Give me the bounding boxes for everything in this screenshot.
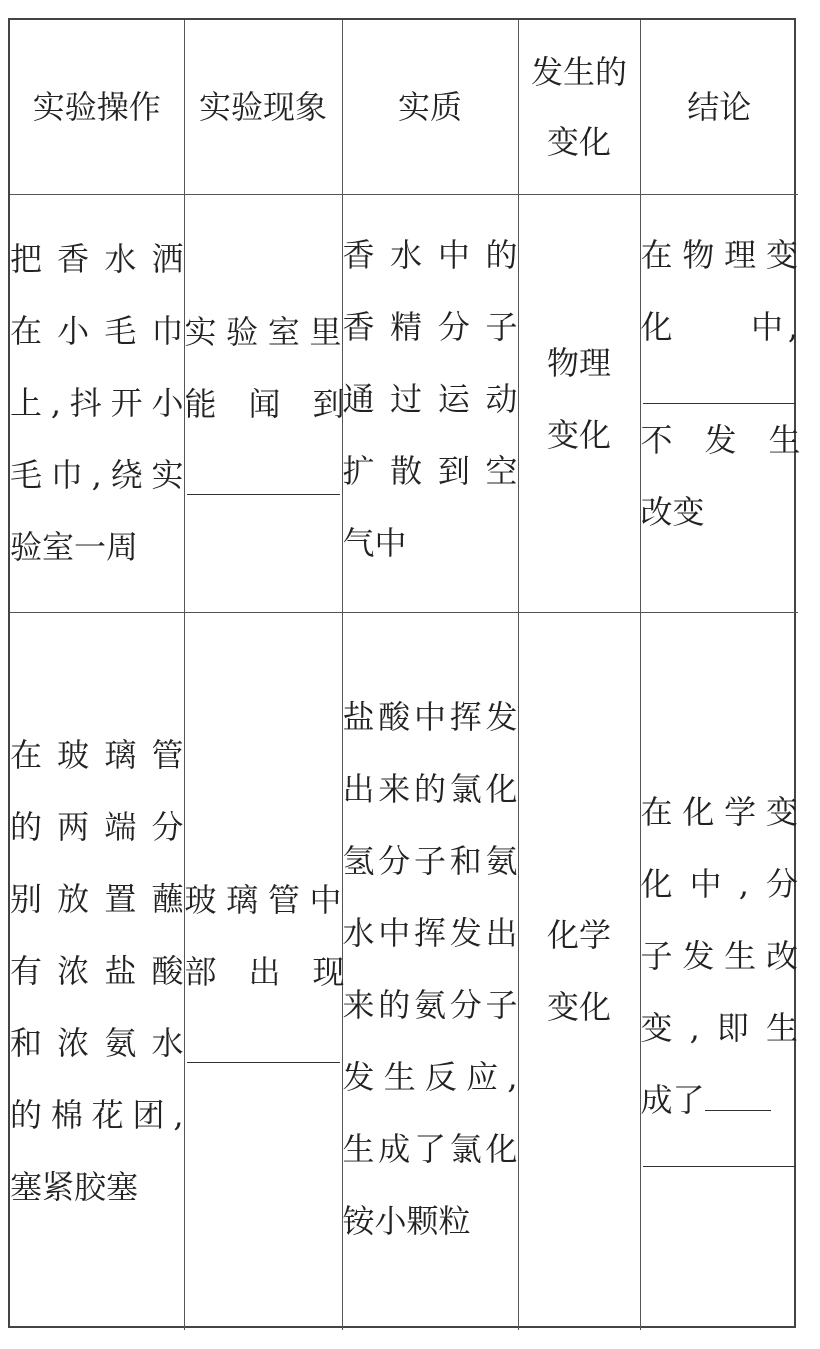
header-essence — [342, 20, 518, 194]
cell-text-line: 通过运动 — [342, 379, 518, 418]
row1-essence — [342, 194, 518, 612]
row1-change — [518, 194, 640, 612]
cell-text-line: 物理 — [546, 343, 611, 382]
answer-blank[interactable] — [643, 363, 797, 404]
cell-text-line: 水中挥发出 — [342, 913, 518, 952]
cell-text-line: 把香水洒 — [10, 240, 184, 278]
cell-text-line: 玻璃管中 — [184, 880, 342, 919]
header-row — [10, 20, 798, 194]
answer-blank[interactable] — [705, 1080, 771, 1111]
cell-text-line: 改变 — [640, 492, 705, 531]
cell-text-line: 盐酸中挥发 — [342, 697, 518, 736]
cell-text-line: 验室一周 — [10, 528, 139, 566]
cell-text-line: 香水中的 — [342, 235, 518, 274]
cell-text-line: 的两端分 — [10, 808, 184, 847]
answer-blank[interactable] — [187, 1008, 340, 1063]
cell-text-line: 能 闻 到 — [184, 384, 345, 423]
experiment-table-grid — [10, 20, 801, 1330]
row2-change — [518, 612, 640, 1330]
cell-text-line: 气中 — [342, 523, 407, 562]
cell-text-line: 部 出 现 — [184, 952, 345, 991]
header-operation — [10, 20, 184, 194]
table-row — [10, 612, 798, 1330]
cell-text-line: 变化 — [546, 122, 611, 161]
cell-text-line: 出来的氯化 — [342, 769, 518, 808]
cell-text-line: 不 发 生 — [640, 420, 801, 459]
cell-text-line: 变化 — [546, 415, 611, 454]
cell-text-line: 别放置蘸 — [10, 880, 184, 919]
cell-text-line: 化中,分 — [640, 864, 798, 903]
cell-text-line: 氢分子和氨 — [342, 841, 518, 880]
cell-text-line: 在玻璃管 — [10, 736, 184, 775]
experiment-table — [8, 18, 801, 1328]
cell-text-line: 变化 — [546, 988, 611, 1027]
row1-conclusion — [640, 194, 801, 612]
cell-text-line: 的棉花团, — [10, 1096, 184, 1135]
row2-conclusion — [640, 612, 798, 1330]
cell-text-line: 在化学变 — [640, 792, 798, 831]
cell-text-line: 在小毛巾 — [10, 312, 184, 350]
cell-text-line: 发生的 — [530, 52, 627, 91]
cell-text-line: 实验现象 — [198, 87, 327, 126]
answer-blank[interactable] — [643, 1136, 797, 1167]
row2-essence — [342, 612, 518, 1330]
cell-text-line: 铵小颗粒 — [342, 1201, 471, 1240]
cell-text-line: 在物理变 — [640, 235, 798, 274]
row2-phenomenon — [184, 612, 345, 1330]
cell-text-line: 变,即生 — [640, 1008, 798, 1047]
header-change — [518, 20, 640, 194]
row1-operation — [10, 194, 184, 612]
cell-text-line: 实验室里 — [184, 312, 342, 351]
cell-text-line: 香精分子 — [342, 307, 518, 346]
table-row — [10, 194, 798, 612]
row1-phenomenon — [184, 194, 345, 612]
cell-text-line: 毛巾,绕实 — [10, 456, 184, 494]
cell-text-line: 成了 — [640, 1080, 705, 1119]
cell-text-line: 化 中, — [640, 307, 798, 346]
cell-text-line: 实质 — [397, 87, 462, 126]
cell-text-line: 上,抖开小 — [10, 384, 184, 422]
cell-text-line: 生成了氯化 — [342, 1129, 518, 1168]
cell-text-line: 化学 — [546, 916, 611, 955]
cell-text-line: 来的氨分子 — [342, 985, 518, 1024]
cell-text-line: 实验操作 — [32, 87, 161, 126]
answer-blank[interactable] — [187, 440, 340, 495]
row2-operation — [10, 612, 184, 1330]
cell-text-line: 塞紧胶塞 — [10, 1168, 139, 1207]
header-conclusion — [640, 20, 798, 194]
cell-text-line: 子发生改 — [640, 936, 798, 975]
header-phenomenon — [184, 20, 342, 194]
cell-text-line: 扩散到空 — [342, 451, 518, 490]
cell-text-line: 和浓氨水 — [10, 1024, 184, 1063]
cell-text-line: 有浓盐酸 — [10, 952, 184, 991]
cell-text-line: 结论 — [687, 87, 752, 126]
cell-text-line: 发生反应, — [342, 1057, 518, 1096]
